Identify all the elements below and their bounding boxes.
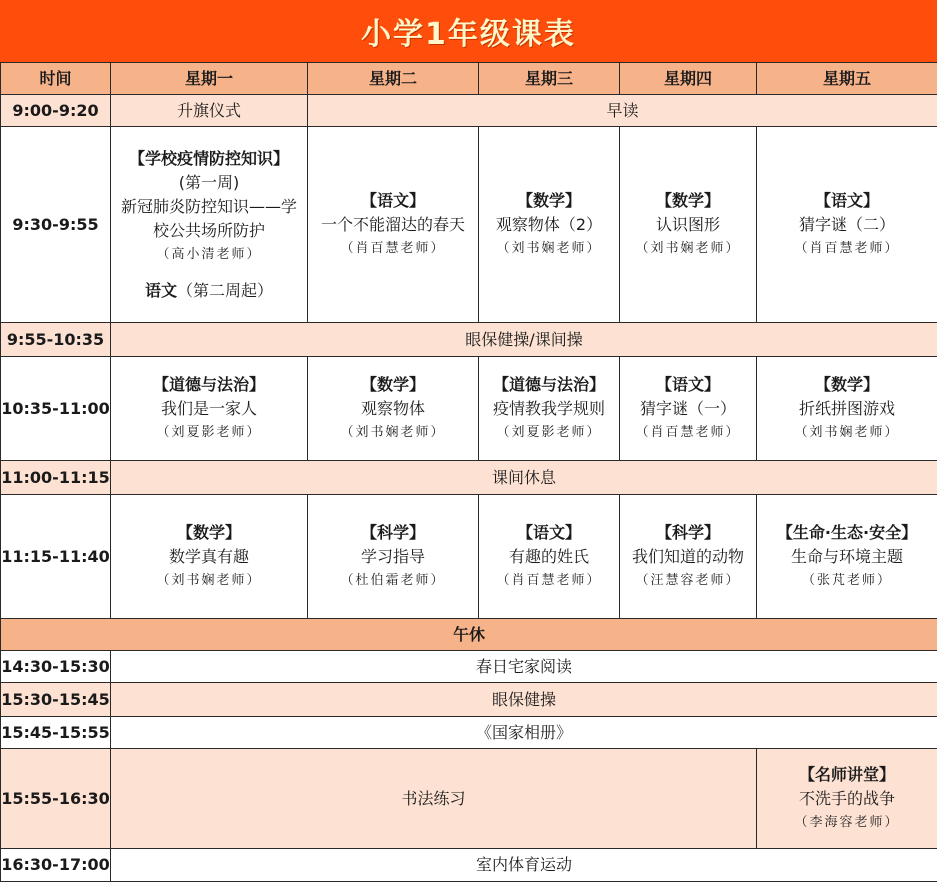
teacher-name: （刘书娴老师）	[794, 424, 900, 440]
subject-label: 【语文】	[814, 190, 879, 210]
activity-cell: 《国家相册》	[111, 717, 937, 749]
lesson-title: 有趣的姓氏	[508, 546, 589, 566]
teacher-name: （刘夏影老师）	[156, 424, 262, 440]
lesson-title: 折纸拼图游戏	[798, 398, 895, 418]
teacher-name: （刘夏影老师）	[496, 424, 602, 440]
lesson-cell	[479, 357, 620, 461]
lesson-cell	[757, 357, 937, 461]
lesson-title: 认识图形	[655, 214, 720, 234]
lesson-cell	[479, 495, 620, 619]
lesson-cell	[479, 127, 620, 323]
lesson-title: 学习指导	[360, 546, 425, 566]
subject-label: 【名师讲堂】	[798, 764, 895, 784]
page-title: 小学1年级课表	[361, 17, 576, 52]
activity-cell: 课间休息	[111, 461, 937, 495]
activity-cell: 眼保健操/课间操	[111, 323, 937, 357]
time-cell: 15:55-16:30	[1, 749, 111, 849]
subject-label: 【数学】	[516, 190, 581, 210]
table-row	[1, 683, 937, 717]
table-row	[1, 461, 937, 495]
lesson-cell	[757, 127, 937, 323]
teacher-name: （张芃老师）	[801, 572, 892, 588]
lesson-title: 校公共场所防护	[152, 220, 265, 240]
lesson-cell	[111, 357, 308, 461]
teacher-name: （高小清老师）	[156, 246, 262, 262]
subject-label: 【数学】	[176, 522, 241, 542]
week-note: （第二周起）	[177, 280, 274, 300]
time-cell: 16:30-17:00	[1, 849, 111, 882]
table-row	[1, 849, 937, 882]
lesson-cell	[308, 127, 479, 323]
time-cell: 10:35-11:00	[1, 357, 111, 461]
teacher-name: （肖百慧老师）	[635, 424, 741, 440]
time-cell: 14:30-15:30	[1, 651, 111, 683]
activity-cell: 室内体育运动	[111, 849, 937, 882]
subject-label: 【道德与法治】	[492, 374, 605, 394]
table-row	[1, 749, 937, 849]
table-row	[1, 127, 937, 323]
lesson-title: 疫情教我学规则	[492, 398, 605, 418]
lesson-title: 数学真有趣	[168, 546, 249, 566]
lesson-title: 生命与环境主题	[790, 546, 903, 566]
lesson-cell	[620, 357, 757, 461]
header-friday: 星期五	[757, 63, 937, 95]
header-time: 时间	[1, 63, 111, 95]
subject-label: 语文	[144, 280, 177, 300]
header-tuesday: 星期二	[308, 63, 479, 95]
subject-label: 【学校疫情防控知识】	[128, 148, 289, 168]
teacher-name: （肖百慧老师）	[794, 240, 900, 256]
teacher-name: （肖百慧老师）	[496, 572, 602, 588]
header-row	[1, 63, 937, 95]
header-wednesday: 星期三	[479, 63, 620, 95]
teacher-name: （刘书娴老师）	[496, 240, 602, 256]
lunch-break-label: 午休	[1, 619, 937, 651]
subject-label: 【语文】	[655, 374, 720, 394]
lesson-title: 猜字谜（二）	[798, 214, 895, 234]
lesson-title: 观察物体（2）	[495, 214, 603, 234]
lesson-title: 不洗手的战争	[798, 788, 895, 808]
subject-label: 【数学】	[655, 190, 720, 210]
teacher-name: （汪慧容老师）	[635, 572, 741, 588]
lesson-cell	[620, 495, 757, 619]
subject-label: 【数学】	[814, 374, 879, 394]
lesson-cell	[111, 127, 308, 323]
activity-cell: 升旗仪式	[111, 95, 308, 127]
time-cell: 11:00-11:15	[1, 461, 111, 495]
timetable	[0, 62, 937, 882]
teacher-name: （刘书娴老师）	[340, 424, 446, 440]
activity-cell: 书法练习	[111, 749, 757, 849]
subject-label: 【语文】	[516, 522, 581, 542]
teacher-name: （肖百慧老师）	[340, 240, 446, 256]
lunch-row	[1, 619, 937, 651]
subject-label: 【科学】	[655, 522, 720, 542]
header-monday: 星期一	[111, 63, 308, 95]
time-cell: 9:30-9:55	[1, 127, 111, 323]
table-row	[1, 495, 937, 619]
lesson-cell	[757, 495, 937, 619]
lesson-title: 观察物体	[360, 398, 425, 418]
time-cell: 9:55-10:35	[1, 323, 111, 357]
time-cell: 15:45-15:55	[1, 717, 111, 749]
lesson-title: 新冠肺炎防控知识——学	[120, 196, 297, 216]
table-row	[1, 323, 937, 357]
lesson-title: 我们是一家人	[160, 398, 257, 418]
lesson-cell	[308, 357, 479, 461]
teacher-name: （刘书娴老师）	[156, 572, 262, 588]
lesson-title: 一个不能溜达的春天	[320, 214, 465, 234]
activity-cell: 早读	[308, 95, 937, 127]
lesson-cell	[620, 127, 757, 323]
lesson-title: 我们知道的动物	[631, 546, 744, 566]
lesson-cell	[111, 495, 308, 619]
time-cell: 11:15-11:40	[1, 495, 111, 619]
activity-cell: 眼保健操	[111, 683, 937, 717]
subject-label: 【语文】	[360, 190, 425, 210]
time-cell: 15:30-15:45	[1, 683, 111, 717]
time-cell: 9:00-9:20	[1, 95, 111, 127]
teacher-name: （李海容老师）	[794, 814, 900, 830]
week-note: (第一周)	[178, 172, 240, 192]
title-banner	[0, 0, 937, 62]
subject-label: 【道德与法治】	[152, 374, 265, 394]
header-thursday: 星期四	[620, 63, 757, 95]
table-row	[1, 357, 937, 461]
lesson-cell	[308, 495, 479, 619]
table-row	[1, 717, 937, 749]
subject-label: 【生命·生态·安全】	[776, 522, 918, 542]
subject-label: 【数学】	[360, 374, 425, 394]
lesson-title: 猜字谜（一）	[639, 398, 736, 418]
activity-cell: 春日宅家阅读	[111, 651, 937, 683]
lesson-cell	[757, 749, 937, 849]
subject-label: 【科学】	[360, 522, 425, 542]
teacher-name: （杜伯霜老师）	[340, 572, 446, 588]
table-row	[1, 95, 937, 127]
table-row	[1, 651, 937, 683]
teacher-name: （刘书娴老师）	[635, 240, 741, 256]
